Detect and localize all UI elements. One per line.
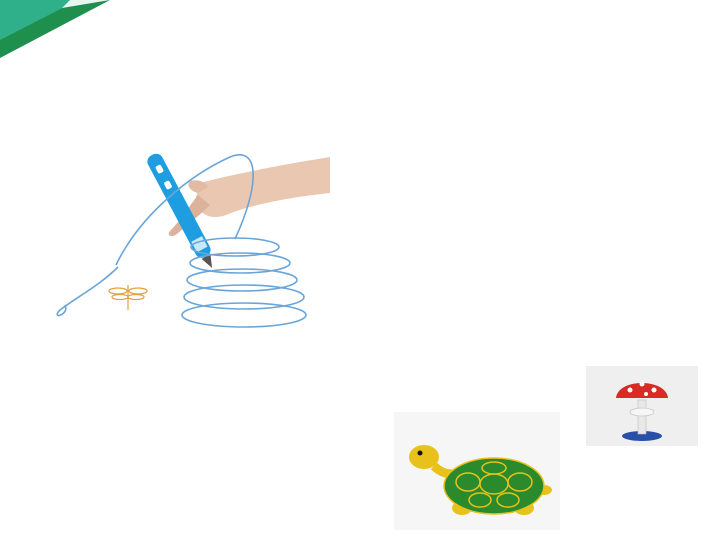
- school-format-logo: [498, 6, 646, 62]
- mushroom-model-image: [586, 366, 698, 446]
- corner-decoration: [0, 0, 110, 60]
- 3d-pen-drawing-image: [30, 135, 350, 340]
- turtle-model-image: [394, 412, 560, 530]
